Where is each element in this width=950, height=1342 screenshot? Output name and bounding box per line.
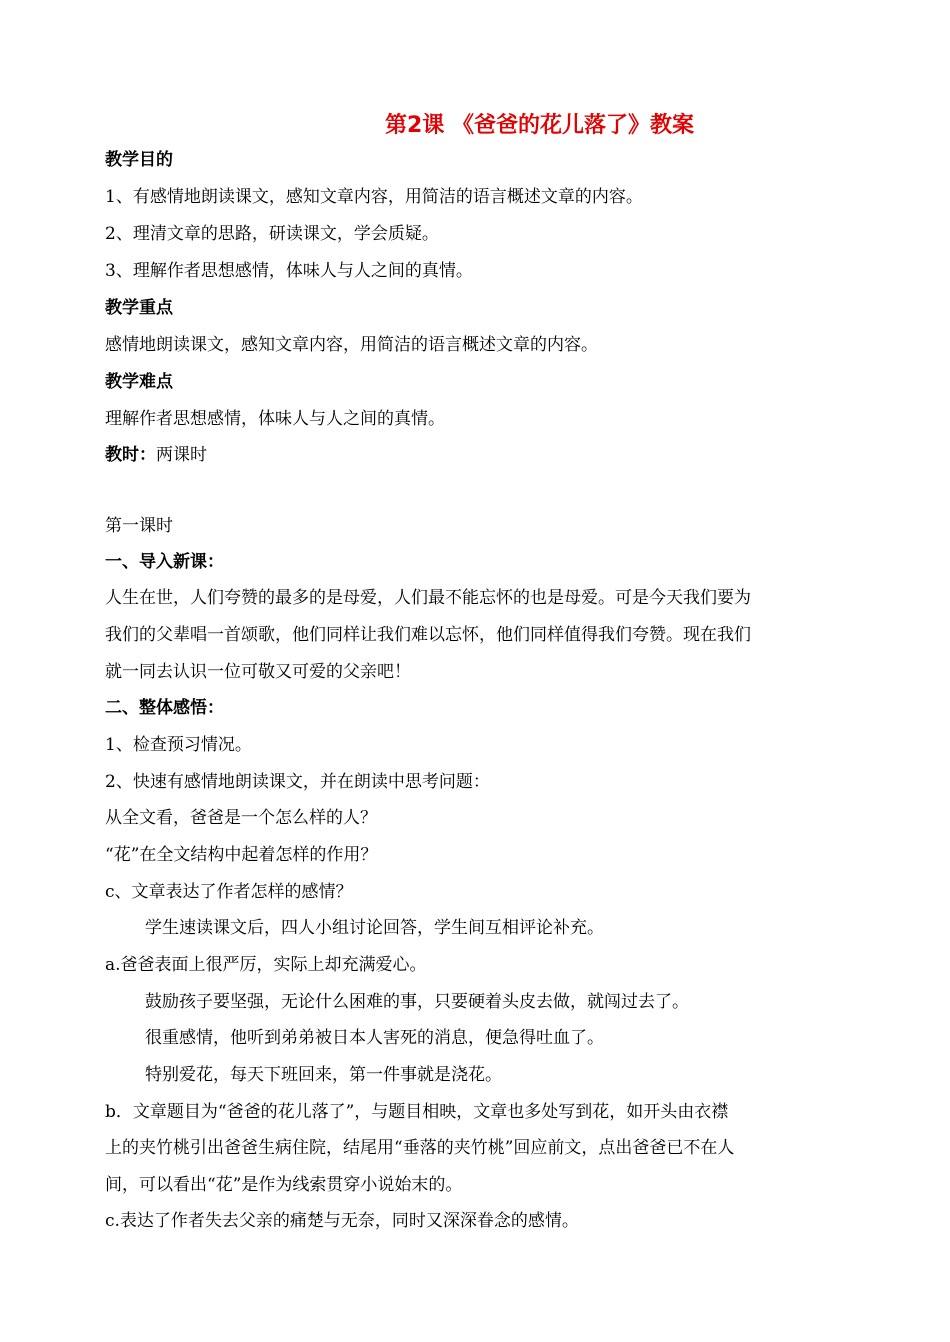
question-item: 从全文看，爸爸是一个怎么样的人？ <box>105 808 377 828</box>
question-item: c、文章表达了作者怎样的感情？ <box>105 882 353 902</box>
paragraph-line: 人生在世，人们夸赞的最多的是母爱，人们最不能忘怀的也是母爱。可是今天我们要为 <box>105 588 751 608</box>
class-hours-label: 教时： <box>105 445 156 465</box>
goal-item: 3、理解作者思想感情，体味人与人之间的真情。 <box>105 261 473 281</box>
class-hours-value: 两课时 <box>156 445 207 465</box>
answer-line: 特别爱花，每天下班回来，第一件事就是浇花。 <box>145 1065 502 1085</box>
section-overall-heading: 二、整体感悟： <box>105 698 224 718</box>
lesson-one-heading: 第一课时 <box>105 516 173 536</box>
class-hours <box>105 443 207 467</box>
answer-line: 上的夹竹桃引出爸爸生病住院，结尾用“垂落的夹竹桃”回应前文，点出爸爸已不在人 <box>105 1138 735 1158</box>
heading-teaching-goals: 教学目的 <box>105 150 173 170</box>
step-item: 1、检查预习情况。 <box>105 735 252 755</box>
goal-item: 2、理清文章的思路，研读课文，学会质疑。 <box>105 224 439 244</box>
discussion-note: 学生速读课文后，四人小组讨论回答，学生间互相评论补充。 <box>145 918 604 938</box>
paragraph-line: 我们的父辈唱一首颂歌，他们同样让我们难以忘怀，他们同样值得我们夸赞。现在我们 <box>105 625 751 645</box>
answer-line: c.表达了作者失去父亲的痛楚与无奈，同时又深深眷念的感情。 <box>105 1211 579 1231</box>
section-intro-heading: 一、导入新课： <box>105 552 224 572</box>
answer-line: b．文章题目为“爸爸的花儿落了”，与题目相映，文章也多处写到花，如开头由衣襟 <box>105 1102 729 1122</box>
goal-item: 1、有感情地朗读课文，感知文章内容，用简洁的语言概述文章的内容。 <box>105 187 643 207</box>
answer-line: a.爸爸表面上很严厉，实际上却充满爱心。 <box>105 955 427 975</box>
step-item: 2、快速有感情地朗读课文，并在朗读中思考问题： <box>105 772 490 792</box>
key-points-text: 感情地朗读课文，感知文章内容，用简洁的语言概述文章的内容。 <box>105 335 598 355</box>
heading-difficulties: 教学难点 <box>105 372 173 392</box>
difficulties-text: 理解作者思想感情，体味人与人之间的真情。 <box>105 409 445 429</box>
paragraph-line: 就一同去认识一位可敬又可爱的父亲吧！ <box>105 662 411 682</box>
question-item: “花”在全文结构中起着怎样的作用？ <box>105 845 378 865</box>
answer-line: 很重感情，他听到弟弟被日本人害死的消息，便急得吐血了。 <box>145 1028 604 1048</box>
page-title: 第2课 《爸爸的花儿落了》教案 <box>385 113 694 138</box>
heading-key-points: 教学重点 <box>105 298 173 318</box>
answer-line: 间，可以看出“花”是作为线索贯穿小说始末的。 <box>105 1175 463 1195</box>
answer-line: 鼓励孩子要坚强，无论什么困难的事，只要硬着头皮去做，就闯过去了。 <box>145 992 689 1012</box>
